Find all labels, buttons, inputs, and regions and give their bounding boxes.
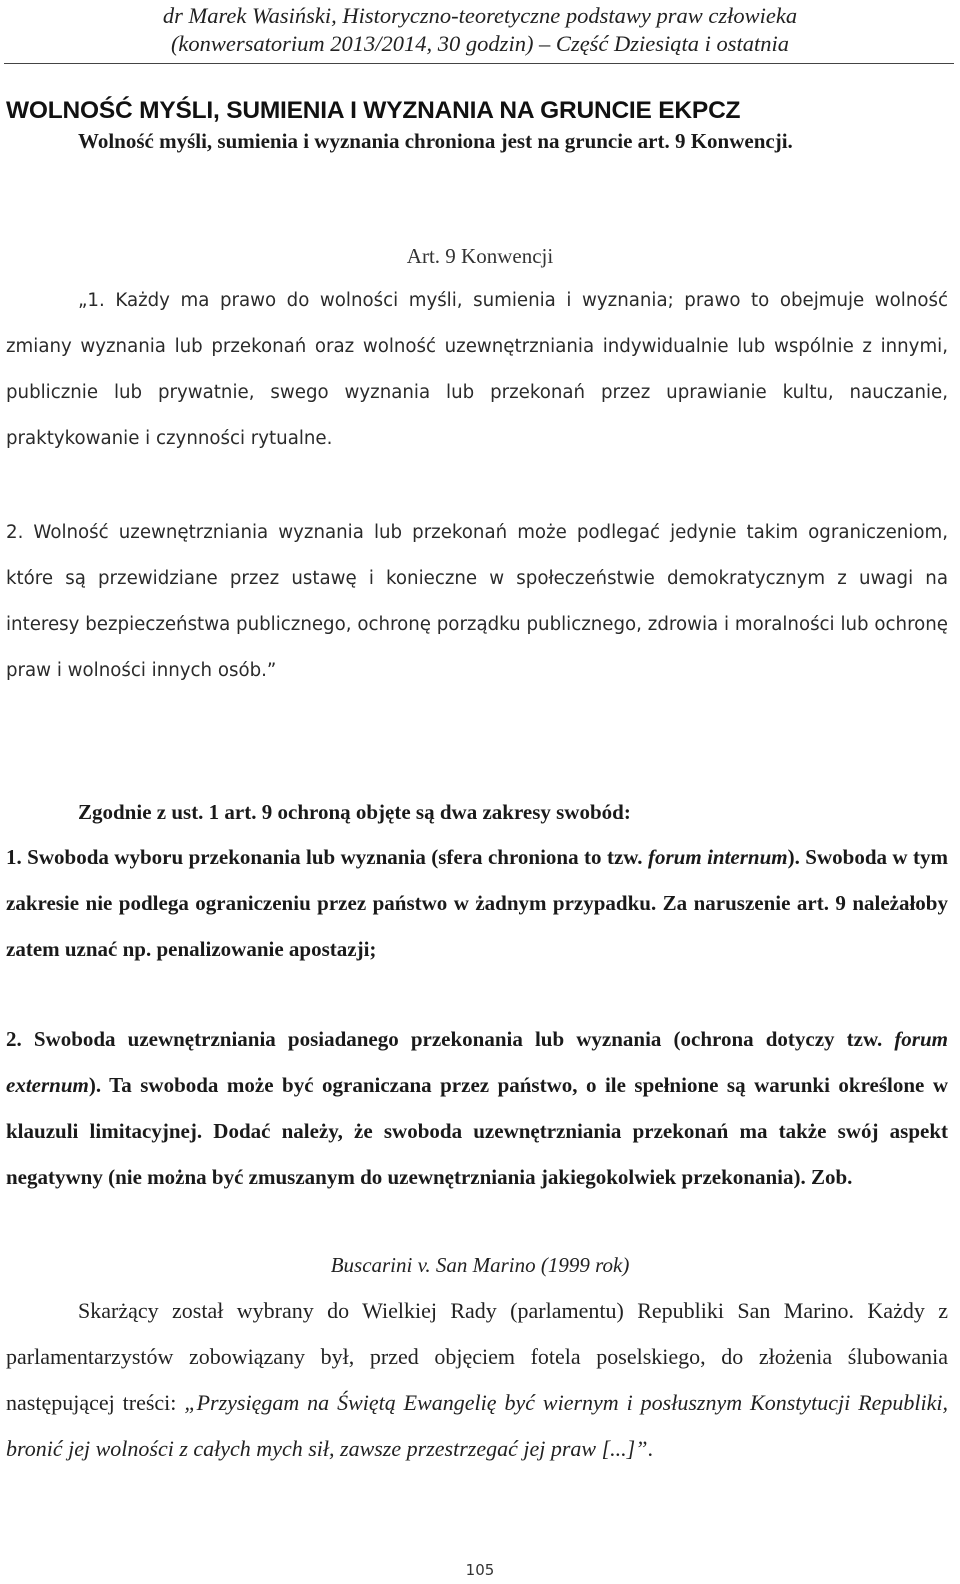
article-reference: Art. 9 Konwencji	[406, 244, 554, 268]
header-line-2: (konwersatorium 2013/2014, 30 godzin) – Część Dziesiąta i ostatnia	[170, 31, 790, 56]
scope-item-2	[6, 1016, 948, 1200]
article-paragraph-1: „1. Każdy ma prawo do wolności myśli, sumienia i wyznania; prawo to obejmuje wolność zmiany wyznania lub przekonań oraz wolność uzewnętrzniania indywidualnie lub wspólnie z innymi, publicznie lub prywatnie, swego wyznania lub przekonań przez uprawianie kultu, nauczanie, praktykowanie i czynności rytualne.	[6, 290, 948, 449]
header-line-1: dr Marek Wasiński, Historyczno-teoretyczne podstawy praw człowieka	[162, 3, 798, 28]
case-title: Buscarini v. San Marino (1999 rok)	[330, 1253, 630, 1277]
scope-item-2-text-b: ). Ta swoboda może być ograniczana przez państwo, o ile spełnione są warunki określone w klauzuli limitacyjnej. Dodać należy, że swoboda uzewnętrzniania przekonań ma także swój aspekt negatywny (nie można być zmuszanym do uzewnętrzniania jakiegokolwiek przekonania). Zob.	[6, 1073, 948, 1189]
page-number: 105	[465, 1561, 495, 1579]
running-header	[0, 2, 960, 58]
scope-item-1-text-a: 1. Swoboda wyboru przekonania lub wyznania (sfera chroniona to tzw.	[6, 845, 648, 869]
oath-quote: „Przysięgam na Świętą Ewangelię być wiernym i posłusznym Konstytucji Republiki, bronić jej wolności z całych mych sił, zawsze przestrzegać jej praw [...]”	[6, 1390, 948, 1461]
case-description-text-a: Skarżący został wybrany do Wielkiej Rady (parlamentu) Republiki San Marino. Każdy z parlamentarzystów zobowiązany był, przed objęciem fotela poselskiego, do złożenia ślubowania następującej treści:	[6, 1298, 948, 1415]
forum-externum-term: forum externum	[6, 1027, 948, 1097]
intro-paragraph: Wolność myśli, sumienia i wyznania chroniona jest na gruncie art. 9 Konwencji.	[78, 129, 793, 153]
case-description	[6, 1288, 948, 1472]
section-title: WOLNOŚĆ MYŚLI, SUMIENIA I WYZNANIA NA GRUNCIE EKPCZ	[6, 97, 741, 124]
scope-item-1-text-b: ). Swoboda w tym zakresie nie podlega ograniczeniu przez państwo w żadnym przypadku. Za naruszenie art. 9 należałoby zatem uznać np. penalizowanie apostazji;	[6, 845, 949, 961]
scope-item-2-text-a: 2. Swoboda uzewnętrzniania posiadanego przekonania lub wyznania (ochrona dotyczy tzw.	[6, 1027, 895, 1051]
header-rule	[4, 63, 954, 64]
scope-item-1	[6, 834, 948, 972]
article-paragraph-2: 2. Wolność uzewnętrzniania wyznania lub przekonań może podlegać jedynie takim ograniczeniom, które są przewidziane przez ustawę i konieczne w społeczeństwie demokratycznym z uwagi na interesy bezpieczeństwa publicznego, ochronę porządku publicznego, zdrowia i moralności lub ochronę praw i wolności innych osób.”	[6, 522, 948, 681]
forum-internum-term: forum internum	[647, 845, 788, 869]
scope-heading: Zgodnie z ust. 1 art. 9 ochroną objęte są dwa zakresy swobód:	[78, 800, 631, 824]
case-description-text-b: .	[647, 1436, 653, 1461]
